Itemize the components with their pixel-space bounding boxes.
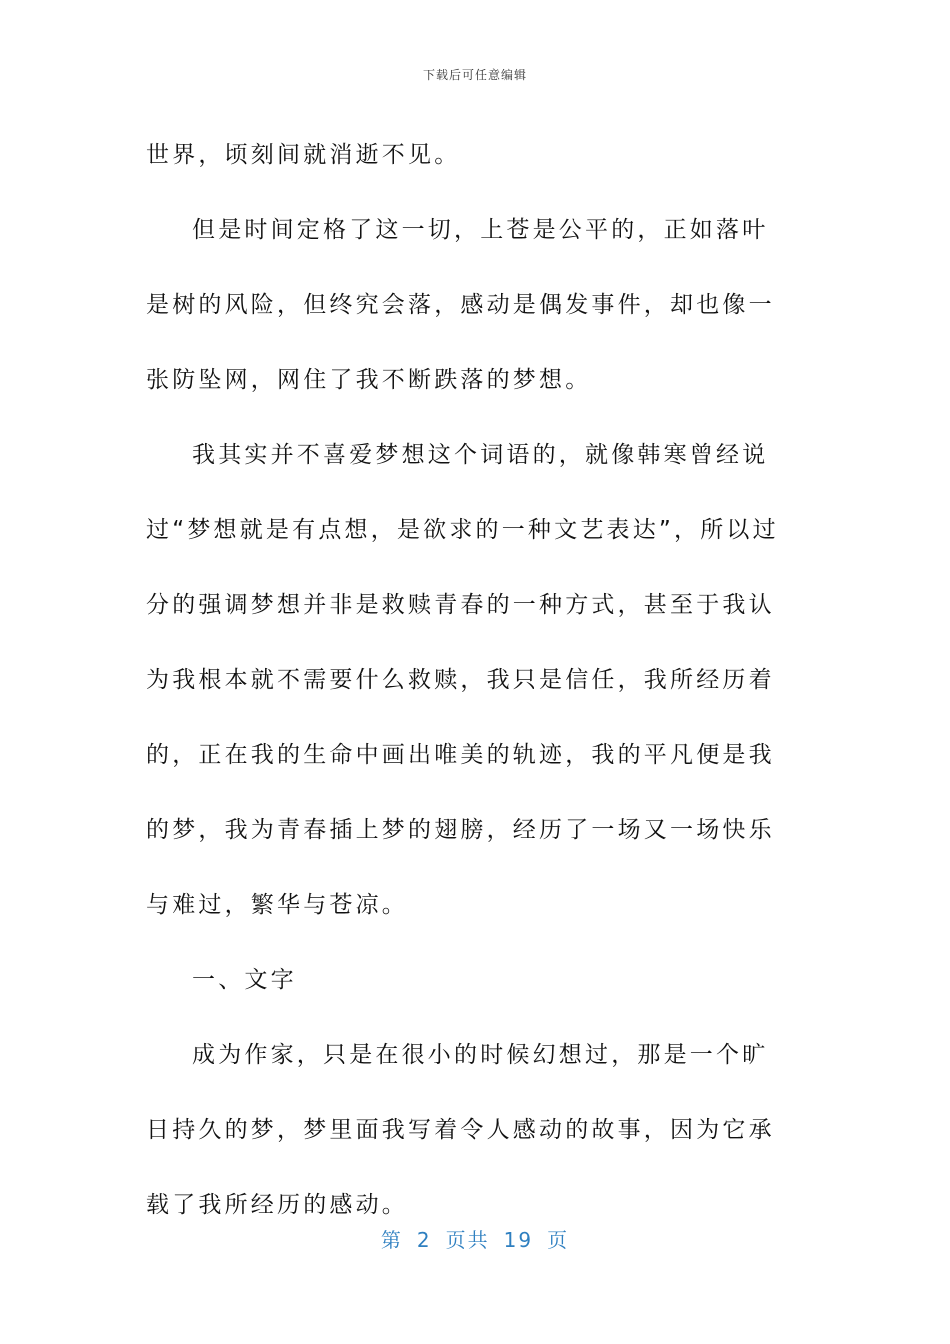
page-header: 下载后可任意编辑: [422, 68, 527, 82]
footer-suffix: 页: [547, 1228, 570, 1252]
footer-middle: 页共: [445, 1228, 490, 1252]
paragraph: 成为作家，只是在很小的时候幻想过，那是一个旷日持久的梦，梦里面我写着令人感动的故事，因为它承载了我所经历的感动。: [146, 1042, 775, 1218]
paragraph: 但是时间定格了这一切，上苍是公平的，正如落叶是树的风险，但终究会落，感动是偶发事件，却也像一张防坠网，网住了我不断跌落的梦想。: [146, 217, 775, 393]
section-heading: 一、文字: [192, 967, 297, 993]
page-footer: [0, 1224, 950, 1253]
footer-prefix: 第: [380, 1228, 403, 1252]
total-page-count: 19: [503, 1228, 534, 1252]
paragraph-continued: 世界，顷刻间就消逝不见。: [146, 142, 461, 168]
document-body: [146, 118, 792, 1243]
paragraph: 我其实并不喜爱梦想这个词语的，就像韩寒曾经说过“梦想就是有点想，是欲求的一种文艺表达”，所以过分的强调梦想并非是救赎青春的一种方式，甚至于我认为我根本就不需要什么救赎，我只是信任，我所经历着的，正在我的生命中画出唯美的轨迹，我的平凡便是我的梦，我为青春插上梦的翅膀，经历了一场又一场快乐与难过，繁华与苍凉。: [146, 442, 779, 918]
current-page-number: 2: [416, 1228, 432, 1252]
